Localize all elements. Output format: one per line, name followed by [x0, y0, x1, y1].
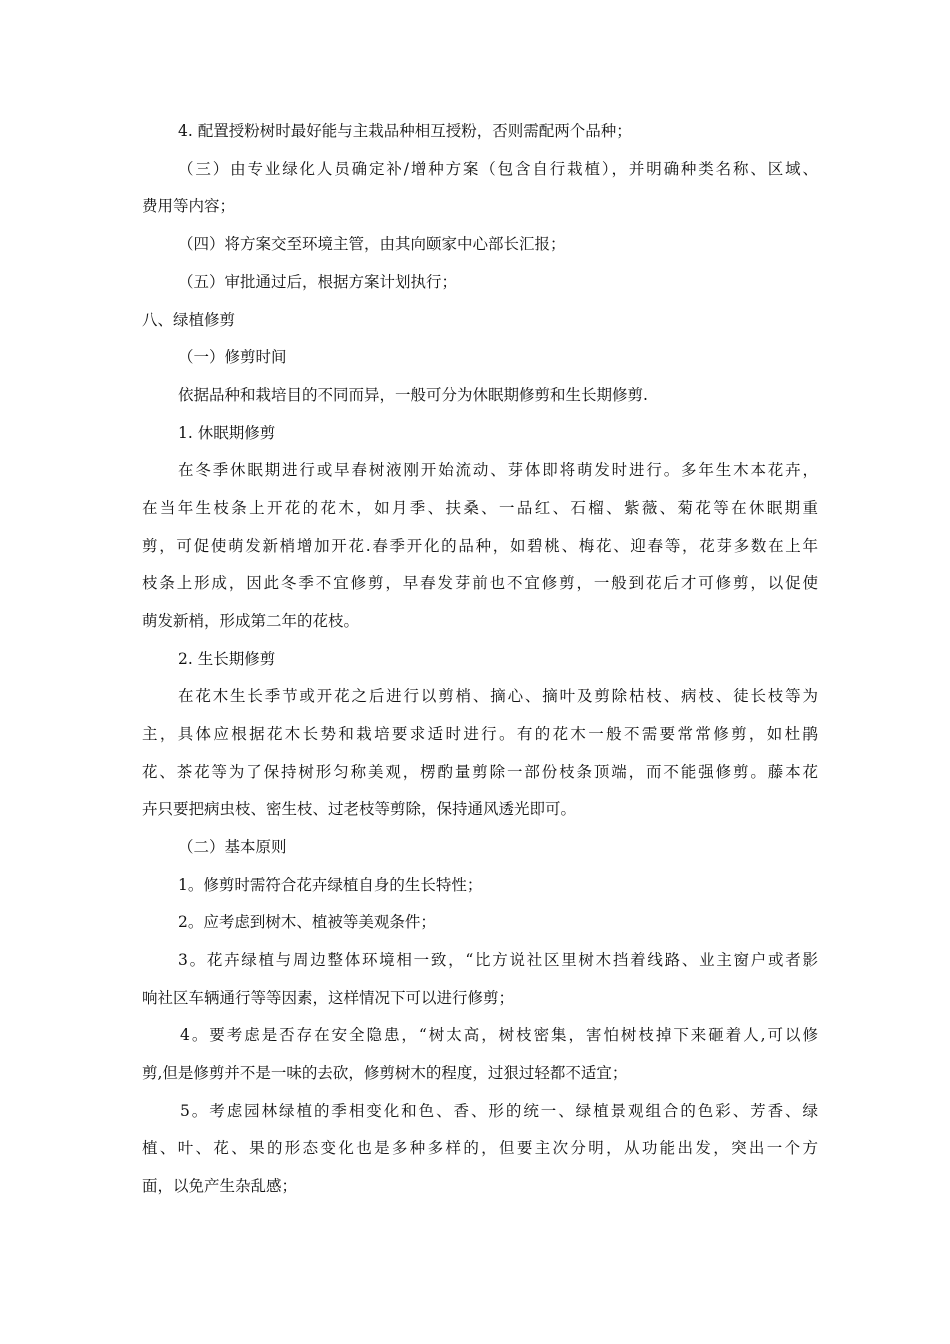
step-three-line-1: （三）由专业绿化人员确定补/增种方案（包含自行栽植），并明确种类名称、区域、 — [178, 160, 818, 178]
subheading-basic-principles: （二）基本原则 — [178, 838, 287, 856]
subheading-growth-pruning: 2. 生长期修剪 — [178, 650, 276, 668]
principle-3-line-1: 3。花卉绿植与周边整体环境相一致，“比方说社区里树木挡着线路、业主窗户或者影 — [178, 951, 818, 969]
dormant-paragraph-line-5: 萌发新梢，形成第二年的花枝。 — [142, 612, 360, 630]
section-heading-pruning: 八、绿植修剪 — [142, 311, 236, 329]
subheading-dormant-pruning: 1. 休眠期修剪 — [178, 424, 276, 442]
principle-5-line-2: 植、叶、花、果的形态变化也是多种多样的，但要主次分明，从功能出发，突出一个方 — [142, 1139, 818, 1157]
dormant-paragraph-line-4: 枝条上形成，因此冬季不宜修剪，早春发芽前也不宜修剪，一般到花后才可修剪，以促使 — [142, 574, 818, 592]
principle-4-line-2: 剪,但是修剪并不是一味的去砍，修剪树木的程度，过狠过轻都不适宜； — [142, 1064, 628, 1082]
growth-paragraph-line-2: 主，具体应根据花木长势和栽培要求适时进行。有的花木一般不需要常常修剪，如杜鹃 — [142, 725, 818, 743]
subheading-pruning-time: （一）修剪时间 — [178, 348, 287, 366]
principle-4-line-1: 4。要考虑是否存在安全隐患，“树太高，树枝密集，害怕树枝掉下来砸着人,可以修 — [180, 1026, 818, 1044]
principle-5-line-1: 5。考虑园林绿植的季相变化和色、香、形的统一、绿植景观组合的色彩、芳香、绿 — [180, 1102, 818, 1120]
dormant-paragraph-line-2: 在当年生枝条上开花的花木，如月季、扶桑、一品红、石榴、紫薇、菊花等在休眠期重 — [142, 499, 818, 517]
principle-3-line-2: 响社区车辆通行等等因素，这样情况下可以进行修剪； — [142, 989, 515, 1007]
list-item-pollination: 4. 配置授粉树时最好能与主栽品种相互授粉，否则需配两个品种； — [178, 122, 632, 140]
principle-5-line-3: 面，以免产生杂乱感； — [142, 1177, 298, 1195]
growth-paragraph-line-3: 花、茶花等为了保持树形匀称美观，楞酌量剪除一部份枝条顶端，而不能强修剪。藤本花 — [142, 763, 818, 781]
dormant-paragraph-line-1: 在冬季休眠期进行或早春树液刚开始流动、芽体即将萌发时进行。多年生木本花卉， — [178, 461, 818, 479]
growth-paragraph-line-4: 卉只要把病虫枝、密生枝、过老枝等剪除，保持通风透光即可。 — [142, 800, 577, 818]
pruning-time-intro: 依据品种和栽培目的不同而异，一般可分为休眠期修剪和生长期修剪. — [178, 386, 648, 404]
step-five: （五）审批通过后，根据方案计划执行； — [178, 273, 458, 291]
principle-2: 2。应考虑到树木、植被等美观条件； — [178, 913, 436, 931]
principle-1: 1。修剪时需符合花卉绿植自身的生长特性； — [178, 876, 483, 894]
step-four: （四）将方案交至环境主管，由其向颐家中心部长汇报； — [178, 235, 566, 253]
dormant-paragraph-line-3: 剪，可促使萌发新梢增加开花.春季开化的品种，如碧桃、梅花、迎春等，花芽多数在上年 — [142, 537, 818, 555]
step-three-line-2: 费用等内容； — [142, 197, 236, 215]
growth-paragraph-line-1: 在花木生长季节或开花之后进行以剪梢、摘心、摘叶及剪除枯枝、病枝、徒长枝等为 — [178, 687, 818, 705]
